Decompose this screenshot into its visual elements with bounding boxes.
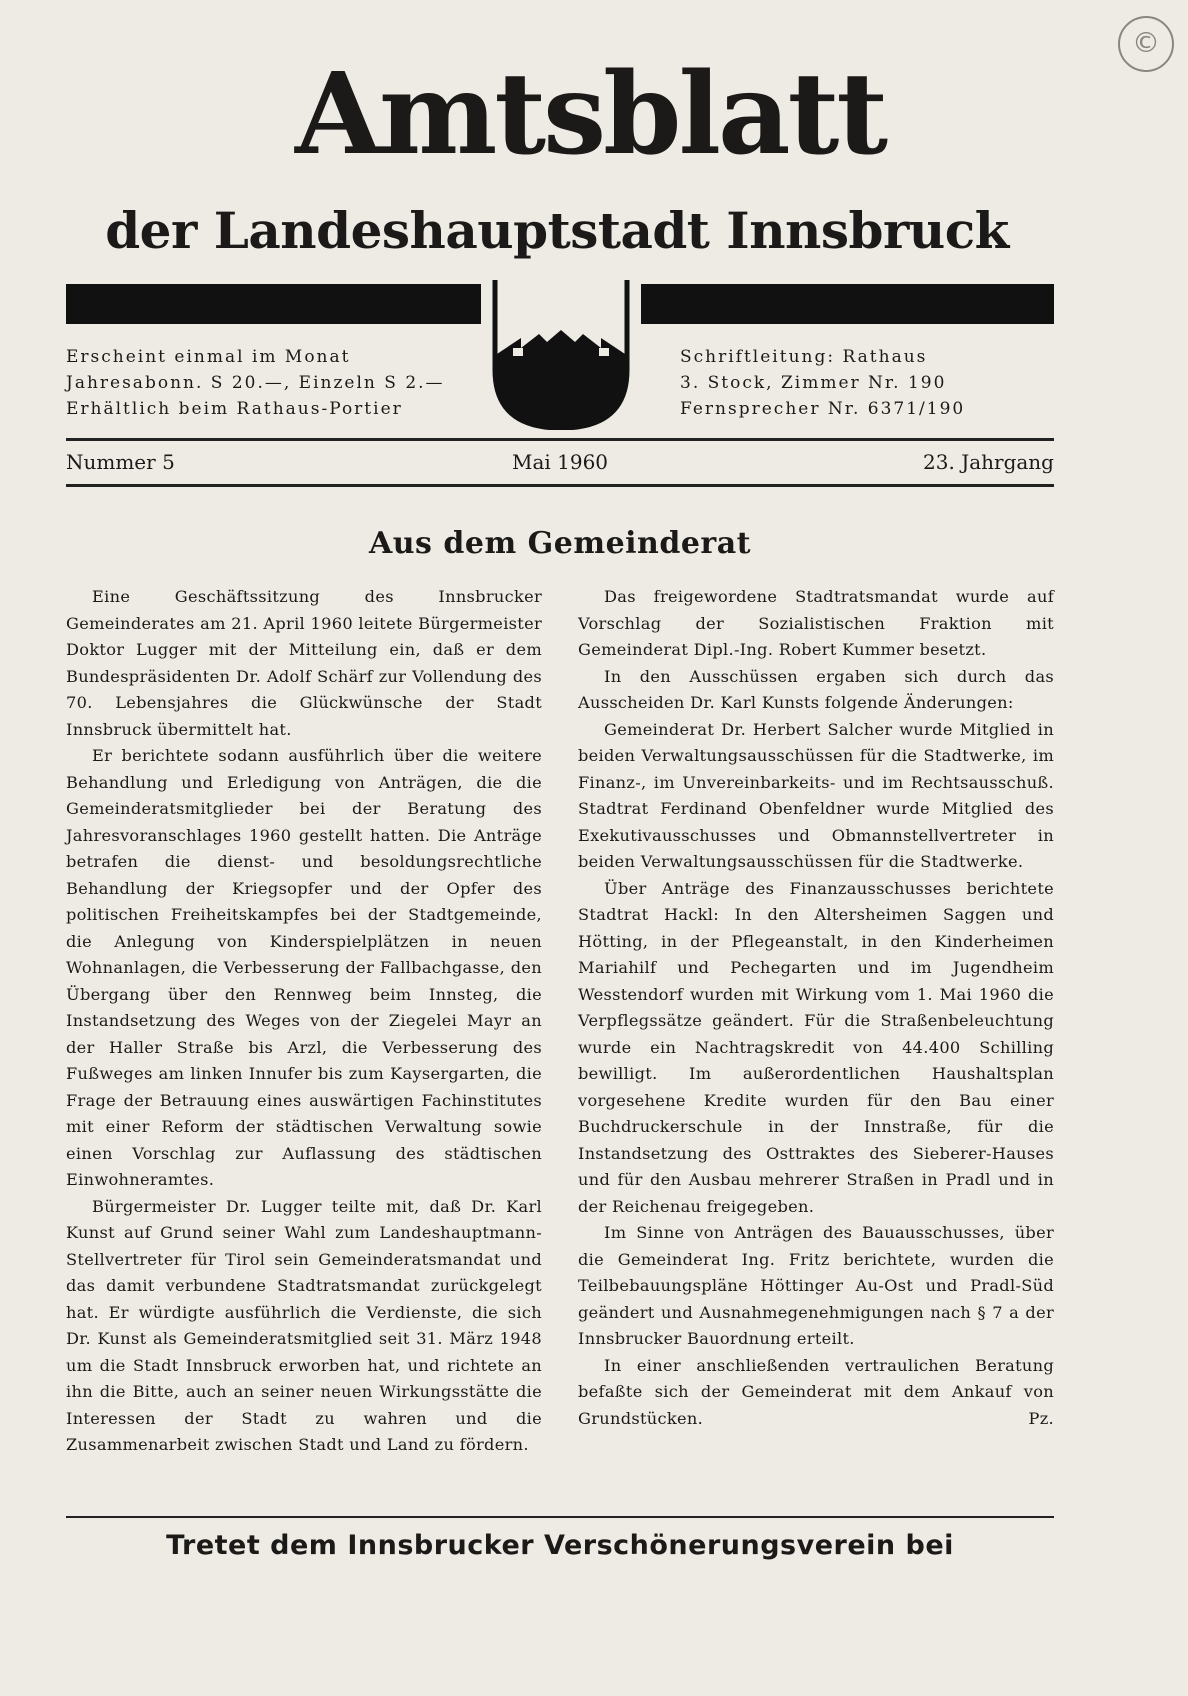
paragraph: Das freigewordene Stadtratsmandat wurde auf Vorschlag der Sozialistischen Fraktion mit Gemeinderat Dipl.-Ing. Robert Kummer besetzt.: [578, 587, 1054, 659]
issue-number: Nummer 5: [66, 450, 175, 474]
divider: [66, 438, 1054, 441]
city-crest-icon: [491, 278, 631, 430]
issue-line: [66, 446, 1054, 480]
info-line: Jahresabonn. S 20.—, Einzeln S 2.—: [66, 373, 445, 393]
article-column-right: [578, 584, 1054, 1432]
paragraph: [578, 1353, 1054, 1433]
masthead-bar-left: [66, 284, 481, 324]
paragraph: Über Anträge des Finanzausschusses berichtete Stadtrat Hackl: In den Altersheimen Saggen und Hötting, in der Pflegeanstalt, in den Kinderheimen Mariahilf und Pechegarten und im Jugendheim Wesstendorf wurden mit Wirkung vom 1. Mai 1960 die Verpflegssätze geändert. Für die Straßenbeleuchtung wurde ein Nachtragskredit von 44.400 Schilling bewilligt. Im außerordentlichen Haushaltsplan vorgesehene Kredite wurden für den Bau einer Buchdruckerschule in der Innstraße, für die Instandsetzung des Osttraktes des Sieberer-Hauses und für den Ausbau mehrerer Straßen in Pradl und in der Reichenau freigegeben.: [578, 878, 1054, 1216]
info-line: Erscheint einmal im Monat: [66, 347, 351, 367]
footer-divider: [66, 1516, 1054, 1518]
paragraph: Bürgermeister Dr. Lugger teilte mit, daß Dr. Karl Kunst auf Grund seiner Wahl zum Landeshauptmann-Stellvertreter für Tirol sein Gemeinderatsmandat und das damit verbundene Stadtratsmandat zurückgelegt hat. Er würdigte ausführlich die Verdienste, die sich Dr. Kunst als Gemeinderatsmitglied seit 31. März 1948 um die Stadt Innsbruck erworben hat, und richtete an ihn die Bitte, auch an seiner neuen Wirkungsstätte die Interessen der Stadt zu wahren und die Zusammenarbeit zwischen Stadt und Land zu fördern.: [66, 1196, 542, 1454]
divider: [66, 484, 1054, 487]
info-line: 3. Stock, Zimmer Nr. 190: [680, 373, 947, 393]
editorial-info: [680, 344, 1054, 422]
info-line: Fernsprecher Nr. 6371/190: [680, 399, 966, 419]
info-line: Schriftleitung: Rathaus: [680, 347, 928, 367]
copyright-stamp: ©: [1118, 16, 1174, 72]
masthead-bar-right: [641, 284, 1054, 324]
section-title: Aus dem Gemeinderat: [368, 526, 752, 561]
paragraph: Er berichtete sodann ausführlich über die weitere Behandlung und Erledigung von Anträgen, die die Gemeinderatsmitglieder bei der Beratung des Jahresvoranschlages 1960 gestellt hatten. Die Anträge betrafen die dienst- und besoldungsrechtliche Behandlung der Kriegsopfer und der Opfer des politischen Freiheitskampfes bei der Stadtgemeinde, die Anlegung von Kinderspielplätzen in neuen Wohnanlagen, die Verbesserung der Fallbachgasse, den Übergang über den Rennweg beim Innsteg, die Instandsetzung des Weges von der Ziegelei Mayr an der Haller Straße bis Arzl, die Verbesserung des Fußweges am linken Innufer bis zum Kaysergarten, die Frage der Betrauung eines auswärtigen Fachinstitutes mit einer Reform der städtischen Verwaltung sowie einen Vorschlag zur Auflassung des städtischen Einwohneramtes.: [66, 746, 542, 1189]
issue-date: Mai 1960: [511, 450, 609, 474]
author-signature: Pz.: [1028, 1408, 1054, 1428]
masthead-subtitle: der Landeshauptstadt Innsbruck: [105, 201, 1009, 260]
footer-slogan: Tretet dem Innsbrucker Verschönerungsverein bei: [166, 1530, 954, 1561]
publication-info: [66, 344, 466, 422]
paragraph: In den Ausschüssen ergaben sich durch das Ausscheiden Dr. Karl Kunsts folgende Änderungen:: [578, 666, 1054, 712]
masthead-title: Amtsblatt: [294, 49, 886, 180]
issue-volume: 23. Jahrgang: [923, 450, 1054, 474]
info-line: Erhältlich beim Rathaus-Portier: [66, 399, 403, 419]
paragraph: Im Sinne von Anträgen des Bauausschusses, über die Gemeinderat Ing. Fritz berichtete, wurden die Teilbebauungspläne Höttinger Au-Ost und Pradl-Süd geändert und Ausnahmegenehmigungen nach § 7 a der Innsbrucker Bauordnung erteilt.: [578, 1223, 1054, 1348]
paragraph-text: In einer anschließenden vertraulichen Beratung befaßte sich der Gemeinderat mit dem Ankauf von Grundstücken.: [578, 1355, 1054, 1428]
article-column-left: [66, 584, 542, 1459]
paragraph: Gemeinderat Dr. Herbert Salcher wurde Mitglied in beiden Verwaltungsausschüssen für die Stadtwerke, im Finanz-, im Unvereinbarkeits- und im Rechtsausschuß. Stadtrat Ferdinand Obenfeldner wurde Mitglied des Exekutivausschusses und Obmannstellvertreter in beiden Verwaltungsausschüssen für die Stadtwerke.: [578, 719, 1054, 871]
paragraph: Eine Geschäftssitzung des Innsbrucker Gemeinderates am 21. April 1960 leitete Bürgermeister Doktor Lugger mit der Mitteilung ein, daß er dem Bundespräsidenten Dr. Adolf Schärf zur Vollendung des 70. Lebensjahres die Glückwünsche der Stadt Innsbruck übermittelt hat.: [66, 587, 542, 739]
